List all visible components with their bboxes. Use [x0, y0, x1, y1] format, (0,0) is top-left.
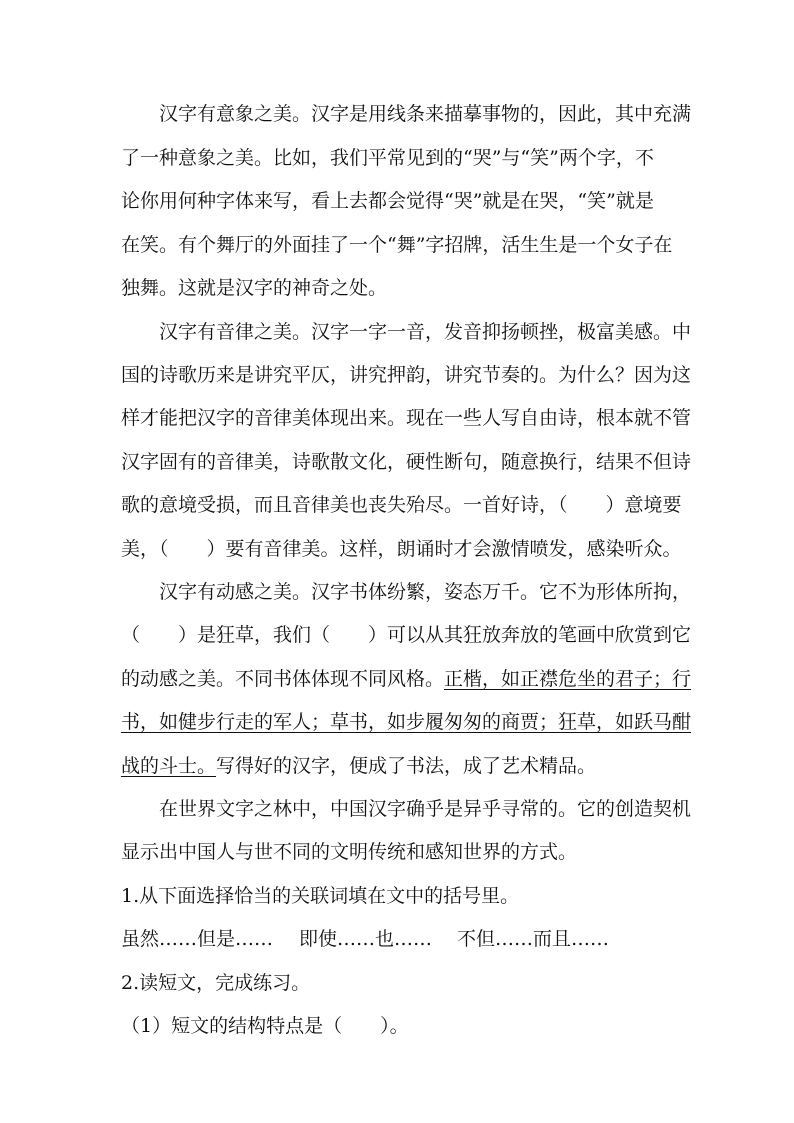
text-line: 在世界文字之林中，中国汉字确乎是异乎寻常的。它的创造契机 — [121, 798, 692, 820]
text-plain: 写得好的汉字，便成了书法，成了艺术精品。 — [216, 755, 597, 777]
text-line: 美，（ ）要有音律美。这样，朗诵时才会激情喷发，感染听众。 — [121, 538, 682, 560]
underlined-text: 正楷，如正襟危坐的君子；行 — [444, 668, 692, 690]
text-line: 显示出中国人与世不同的文明传统和感知世界的方式。 — [121, 841, 578, 863]
text-line: 在笑。有个舞厅的外面挂了一个“舞”字招牌，活生生是一个女子在 — [121, 234, 673, 256]
text-line: 独舞。这就是汉字的神奇之处。 — [121, 277, 388, 299]
underlined-text: 战的斗士。 — [121, 755, 217, 777]
text-line: 歌的意境受损，而且音律美也丧失殆尽。一首好诗，（ ）意境要 — [121, 494, 682, 516]
text-line: 了一种意象之美。比如，我们平常见到的“哭”与“笑”两个字，不 — [121, 147, 654, 169]
text-line — [121, 667, 692, 691]
option-1: 虽然……但是…… — [121, 928, 274, 950]
text-line: 汉字有动感之美。汉字书体纷繁，姿态万千。它不为形体所拘， — [121, 581, 692, 603]
text-line: （ ）是狂草，我们（ ）可以从其狂放奔放的笔画中欣赏到它 — [121, 624, 692, 646]
text-line: 论你用何种字体来写，看上去都会觉得“哭”就是在哭，“笑”就是 — [121, 190, 654, 212]
text-line: 汉字有意象之美。汉字是用线条来描摹事物的，因此，其中充满 — [121, 103, 692, 125]
answer-options — [121, 927, 681, 951]
text-line — [121, 754, 681, 778]
text-plain: 的动感之美。不同书体体现不同风格。 — [121, 668, 445, 690]
underlined-text: 书，如健步行走的军人；草书，如步履匆匆的商贾；狂草，如跃马酣 — [121, 711, 692, 733]
text-line: 汉字有音律之美。汉字一字一音，发音抑扬顿挫，极富美感。中 — [121, 321, 692, 343]
text-line: 国的诗歌历来是讲究平仄，讲究押韵，讲究节奏的。为什么？因为这 — [121, 364, 692, 386]
sub-question: （1）短文的结构特点是（ ）。 — [121, 1015, 409, 1037]
question-prompt: 2.读短文，完成练习。 — [121, 972, 311, 994]
option-3: 不但……而且…… — [457, 928, 610, 950]
text-line: 样才能把汉字的音律美体现出来。现在一些人写自由诗，根本就不管 — [121, 407, 692, 429]
text-line: 汉字固有的音律美，诗歌散文化，硬性断句，随意换行，结果不但诗 — [121, 451, 692, 473]
option-2: 即使……也…… — [299, 928, 433, 950]
question-prompt: 1.从下面选择恰当的关联词填在文中的括号里。 — [121, 885, 520, 907]
